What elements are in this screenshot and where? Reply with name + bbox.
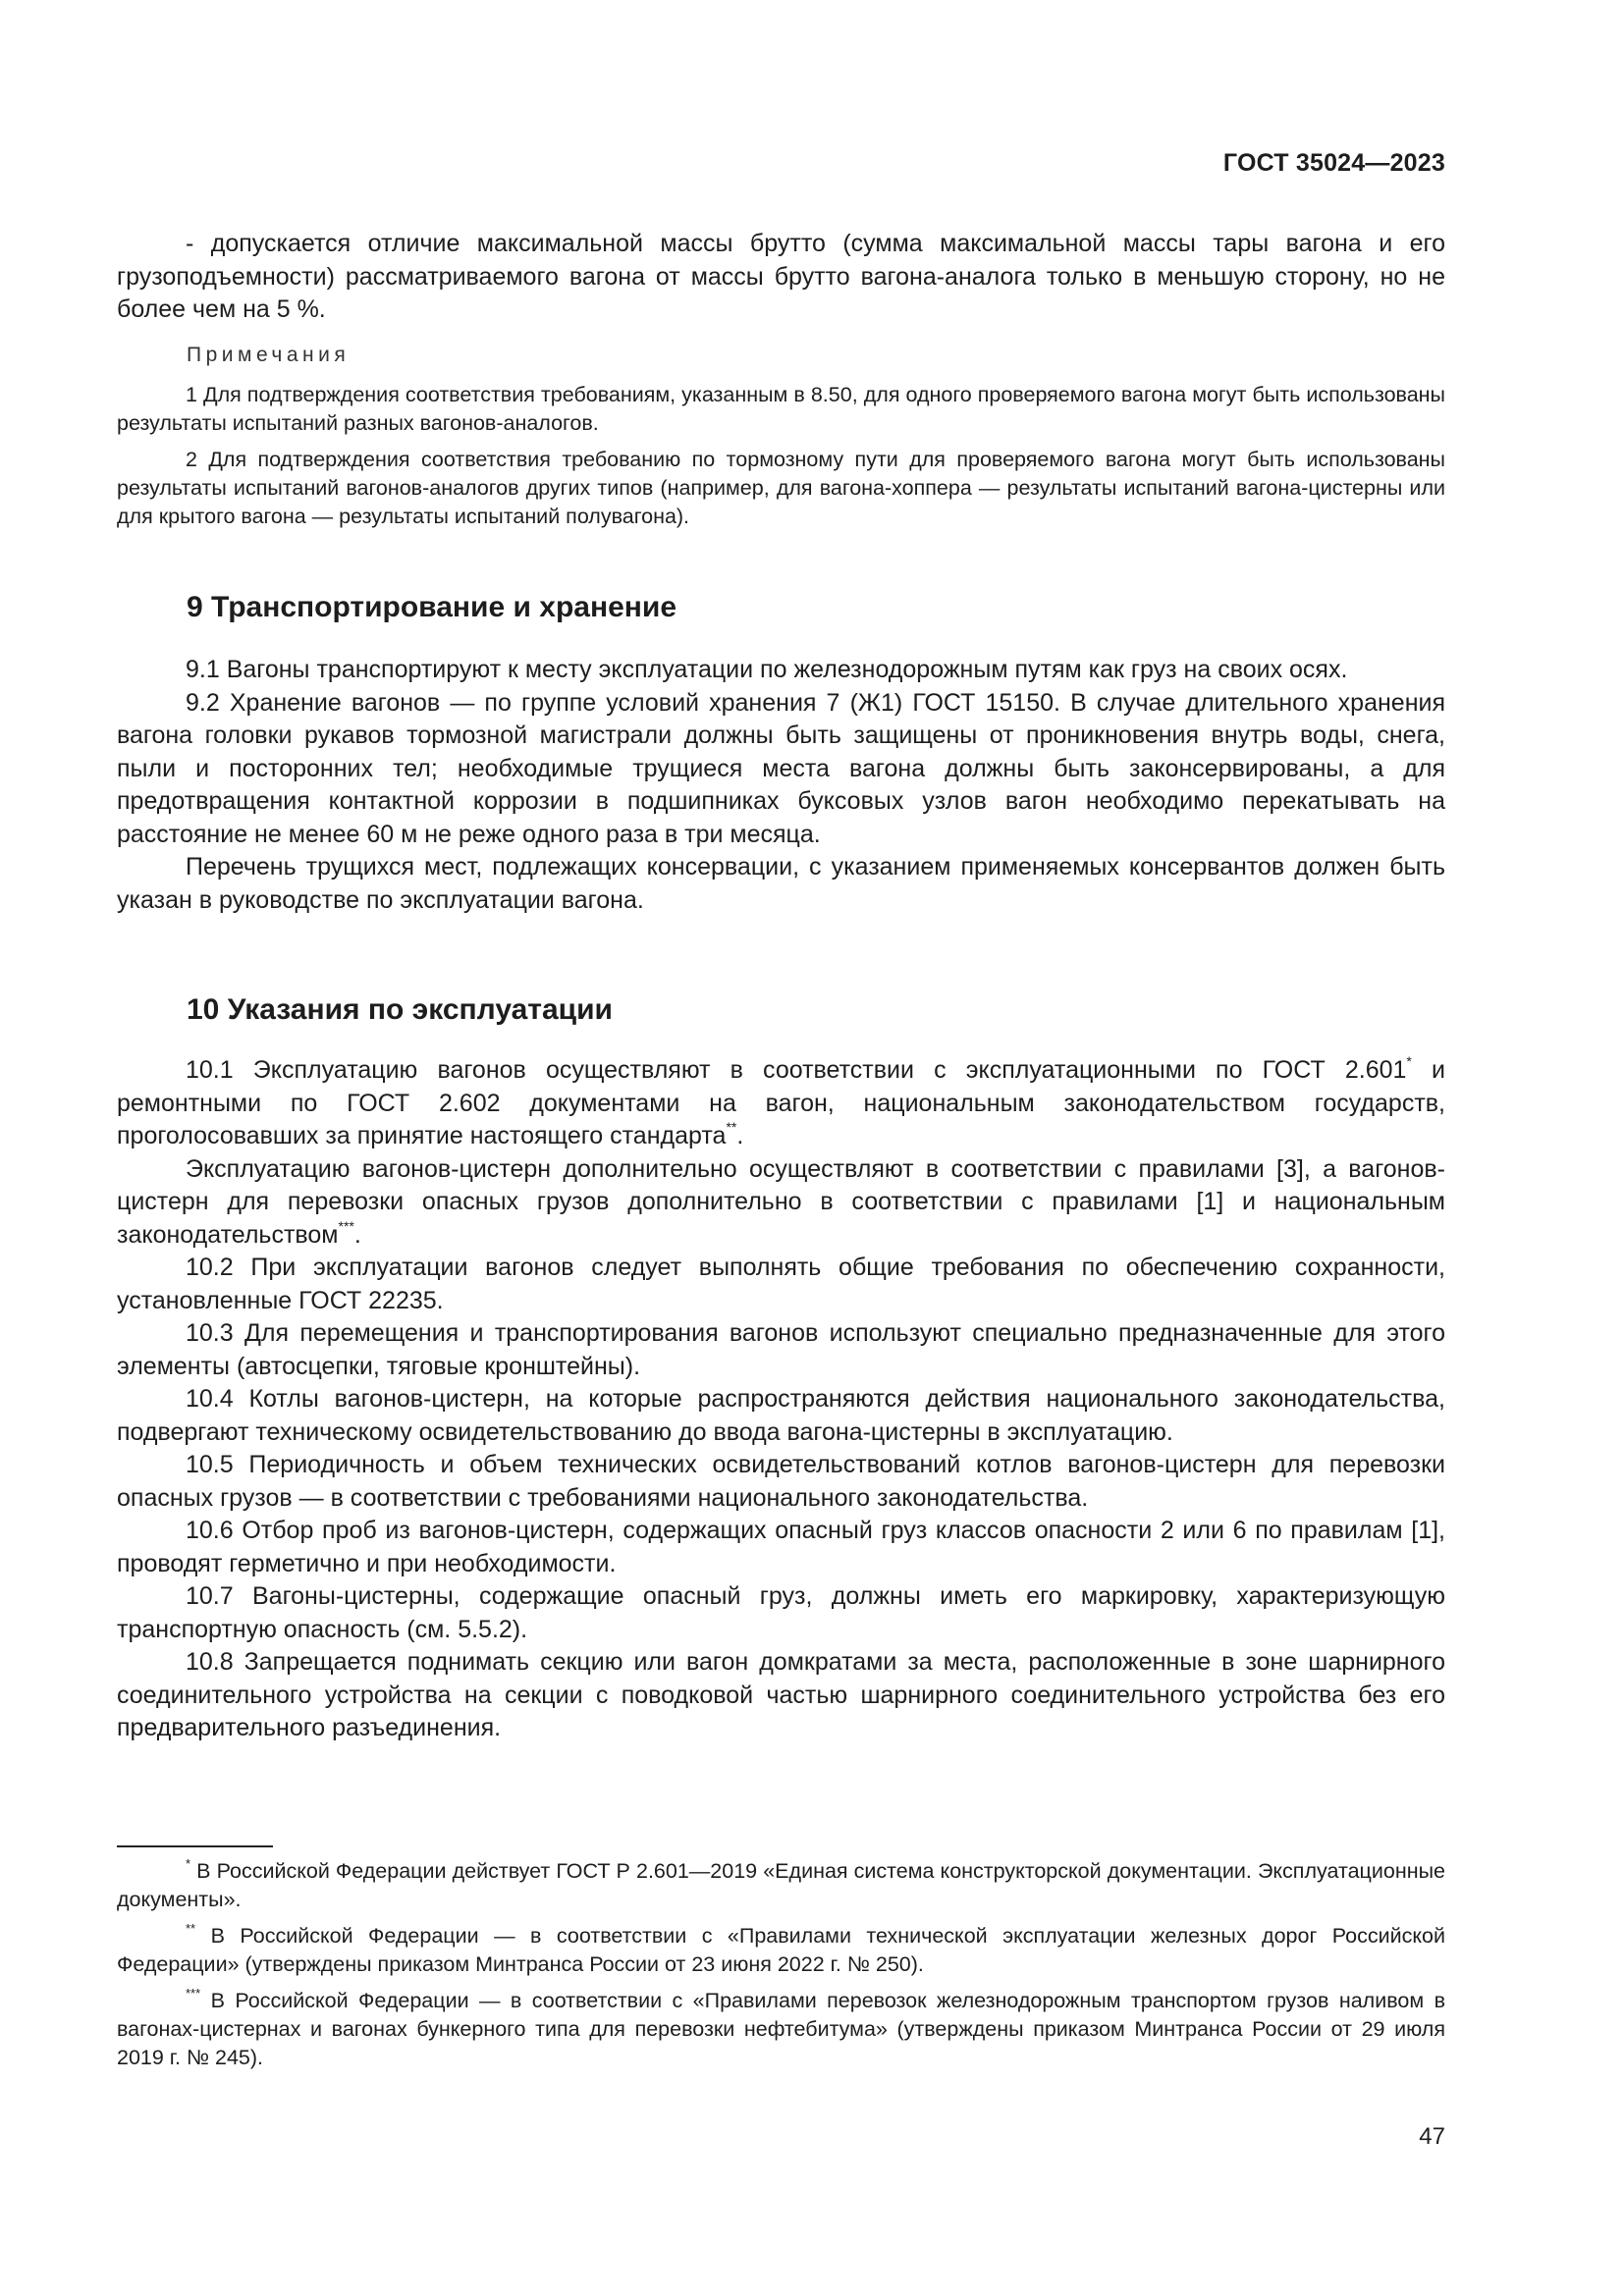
footnote-marker: ** xyxy=(726,1119,737,1135)
standard-code-header: ГОСТ 35024—2023 xyxy=(1222,149,1445,177)
paragraph: Перечень трущихся мест, подлежащих консервации, с указанием применяемых консервантов должен быть указан в руководстве по эксплуатации вагона. xyxy=(117,853,1445,914)
footnote-marker: *** xyxy=(338,1217,354,1234)
footnote-2: ** В Российской Федерации — в соответствии с «Правилами технической эксплуатации железных дорог Российской Федерации» (утверждены приказом Минтранса России от 23 июня 2022 г. № 250). xyxy=(117,1921,1445,1976)
paragraph: 10.3 Для перемещения и транспортирования вагонов используют специально предназначенные для этого элементы (автосцепки, тяговые кронштейны). xyxy=(117,1319,1445,1380)
notes-block xyxy=(117,381,1445,531)
footnote-1: * В Российской Федерации действует ГОСТ Р 2.601—2019 «Единая система конструкторской документации. Эксплуатационные документы». xyxy=(117,1856,1445,1911)
paragraph: - допускается отличие максимальной массы брутто (сумма максимальной массы тары вагона и его грузоподъемности) рассматриваемого вагона от массы брутто вагона-аналога только в меньшую сторону, но не более чем на 5 %. xyxy=(117,230,1445,323)
section-10-body xyxy=(117,1054,1445,1745)
paragraph: 10.6 Отбор проб из вагонов-цистерн, содержащих опасный груз классов опасности 2 или 6 по правилам [1], проводят герметично и при необходимости. xyxy=(117,1517,1445,1577)
paragraph: 10.5 Периодичность и объем технических освидетельствований котлов вагонов-цистерн для перевозки опасных грузов — в соответствии с требованиями национального законодательства. xyxy=(117,1451,1445,1512)
paragraph: 10.1 Эксплуатацию вагонов осуществляют в соответствии с эксплуатационными по ГОСТ 2.601* и ремонтными по ГОСТ 2.602 документами на вагон, национальным законодательством государств, проголосовавших за принятие настоящего стандарта**. xyxy=(117,1053,1445,1149)
intro-paragraph-block xyxy=(117,228,1445,327)
section-9-body xyxy=(117,654,1445,917)
paragraph: 10.2 При эксплуатации вагонов следует выполнять общие требования по обеспечению сохранности, установленные ГОСТ 22235. xyxy=(117,1254,1445,1314)
paragraph: 9.1 Вагоны транспортируют к месту эксплуатации по железнодорожным путям как груз на своих осях. xyxy=(186,656,1348,683)
page-number: 47 xyxy=(1419,2123,1445,2150)
note-2: 2 Для подтверждения соответствия требованию по тормозному пути для проверяемого вагона могут быть использованы результаты испытаний вагонов-аналогов других типов (например, для вагона-хоппера — результаты испытаний вагона-цистерны или для крытого вагона — результаты испытаний полувагона). xyxy=(117,448,1445,528)
footnote-marker: * xyxy=(1406,1053,1412,1069)
paragraph: Эксплуатацию вагонов-цистерн дополнительно осуществляют в соответствии с правилами [3], а вагонов-цистерн для перевозки опасных грузов дополнительно в соответствии с правилами [1] и национальным законодательством***. xyxy=(117,1154,1445,1249)
footnote-3: *** В Российской Федерации — в соответствии с «Правилами перевозок железнодорожным транспортом грузов наливом в вагонах-цистернах и вагонах бункерного типа для перевозки нефтебитума» (утверждены приказом Минтранса России от 29 июля 2019 г. № 245). xyxy=(117,1986,1445,2069)
paragraph: 9.2 Хранение вагонов — по группе условий хранения 7 (Ж1) ГОСТ 15150. В случае длительного хранения вагона головки рукавов тормозной магистрали должны быть защищены от проникновения внутрь воды, снега, пыли и посторонних тел; необходимые трущиеся места вагона должны быть законсервированы, а для предотвращения контактной коррозии в подшипниках буксовых узлов вагон необходимо перекатывать на расстояние не менее 60 м не реже одного раза в три месяца. xyxy=(117,688,1445,848)
paragraph: 10.4 Котлы вагонов-цистерн, на которые распространяются действия национального законодательства, подвергают техническому освидетельствованию до ввода вагона-цистерны в эксплуатацию. xyxy=(117,1385,1445,1446)
paragraph: 10.8 Запрещается поднимать секцию или вагон домкратами за места, расположенные в зоне шарнирного соединительного устройства на секции с поводковой частью шарнирного соединительного устройства без его предварительного разъединения. xyxy=(117,1648,1445,1741)
section-10-heading: 10 Указания по эксплуатации xyxy=(187,993,614,1026)
notes-heading: Примечания xyxy=(187,344,351,366)
section-9-heading: 9 Транспортирование и хранение xyxy=(187,591,677,623)
note-1: 1 Для подтверждения соответствия требованиям, указанным в 8.50, для одного проверяемого вагона могут быть использованы результаты испытаний разных вагонов-аналогов. xyxy=(117,383,1445,435)
paragraph: 10.7 Вагоны-цистерны, содержащие опасный груз, должны иметь его маркировку, характеризующую транспортную опасность (см. 5.5.2). xyxy=(117,1582,1445,1643)
footnote-separator xyxy=(117,1845,273,1847)
footnotes-block xyxy=(117,1857,1445,2080)
